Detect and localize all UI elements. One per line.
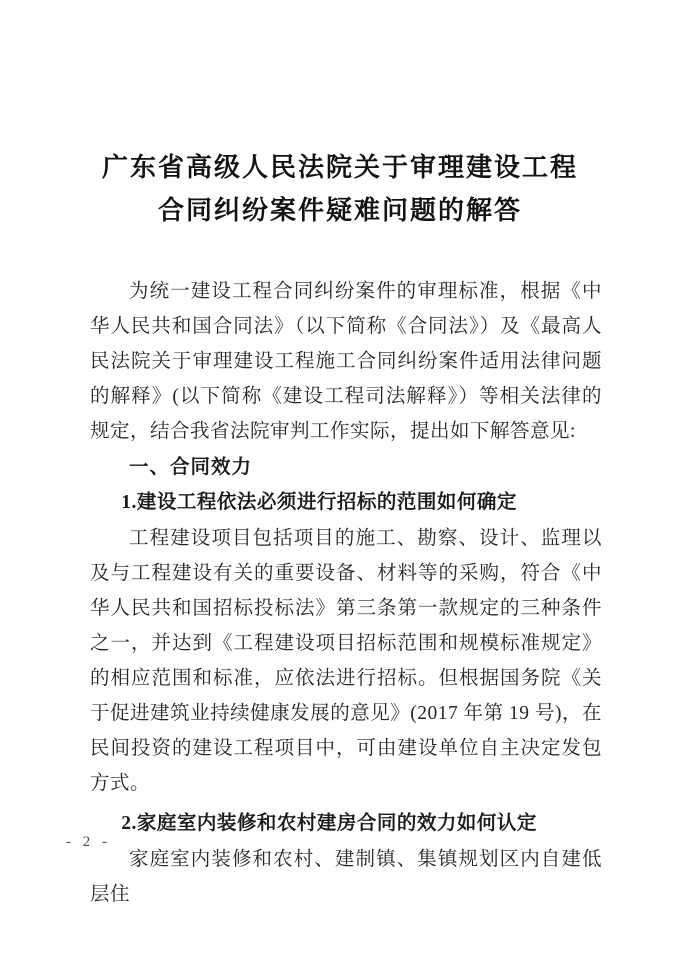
- document-title-line-2: 合同纠纷案件疑难问题的解答: [157, 196, 522, 225]
- paragraph-answer-1: 工程建设项目包括项目的施工、勘察、设计、监理以及与工程建设有关的重要设备、材料等的采购，符合《中华人民共和国招标投标法》第三条第一款规定的三种条件之一，并达到《工程建设项目招标范围和规模标准规定》的相应范围和标准，应依法进行招标。但根据国务院《关于促进建筑业持续健康发展的意见》(2017 年第 19 号)，在民间投资的建设工程项目中，可由建设单位自主决定发包方式。: [90, 528, 602, 794]
- document-title: [0, 0, 680, 232]
- question-heading-1: 1.建设工程依法必须进行招标的范围如何确定: [121, 492, 517, 513]
- section-heading-contract-validity: 一、合同效力: [129, 456, 253, 478]
- page-number: - 2 -: [66, 834, 111, 850]
- paragraph-intro: 为统一建设工程合同纠纷案件的审理标准，根据《中华人民共和国合同法》（以下简称《合同法》）及《最高人民法院关于审理建设工程施工合同纠纷案件适用法律问题的解释》(以下简称《建设工程司法解释》）等相关法律的规定，结合我省法院审判工作实际，提出如下解答意见:: [90, 281, 602, 442]
- question-heading-2: 2.家庭室内装修和农村建房合同的效力如何认定: [121, 813, 537, 834]
- document-title-line-1: 广东省高级人民法院关于审理建设工程: [101, 153, 578, 182]
- document-body: [90, 274, 602, 912]
- paragraph-answer-2-partial: 家庭室内装修和农村、建制镇、集镇规划区内自建低层住: [90, 849, 602, 905]
